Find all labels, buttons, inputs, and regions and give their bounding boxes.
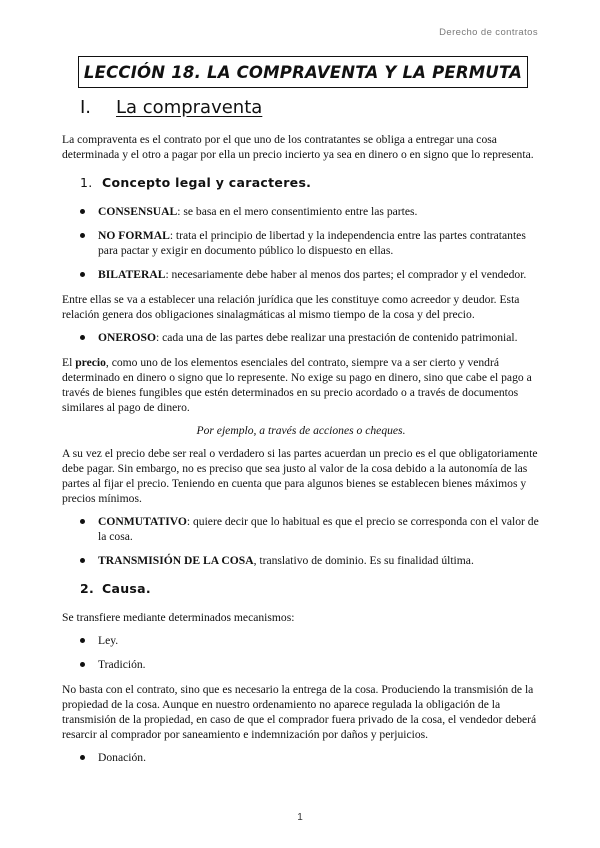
list-item (80, 514, 540, 544)
intro-paragraph: La compraventa es el contrato por el que uno de los contratantes se obliga a entregar una cosa determinada y el otro a pagar por ella un precio incierto ya sea en dinero o en signo que lo representa. (62, 133, 534, 161)
term-text: : se basa en el mero consentimiento entre las partes. (177, 205, 418, 218)
precio-text: , como uno de los elementos esenciales del contrato, siempre va a ser cierto y vendrá determinado en dinero o signo que lo represente. No exige su pago en dinero, sino que cabe el pago a través de bienes fungibles que estén determinados en su precio acordado o a través de documentos similares al pago de dinero. (62, 356, 532, 414)
subsection-number: 2. (80, 581, 95, 596)
example-line: Por ejemplo, a través de acciones o cheques. (196, 424, 406, 437)
causa-paragraph: No basta con el contrato, sino que es necesario la entrega de la cosa. Produciendo la transmisión de la propiedad de la cosa. Aunque en nuestro ordenamiento no aparece regulada la obligación de la transmisión de la propiedad, en caso de que el comprador fuera privado de la cosa, el vendedor deberá resarcir al comprador por saneamiento e indemnización por daños y perjuicios. (62, 683, 537, 741)
page-number: 1 (297, 812, 303, 823)
term: CONSENSUAL (98, 205, 178, 218)
list-item (80, 750, 540, 765)
bullet-icon (80, 233, 85, 238)
list-item (80, 633, 540, 648)
term-text: : necesariamente debe haber al menos dos partes; el comprador y el vendedor. (165, 268, 527, 281)
precio-paragraph (62, 355, 540, 415)
caracteres2-list (62, 514, 540, 568)
precio-real-paragraph: A su vez el precio debe ser real o verdadero si las partes acuerdan un precio es el que obligatoriamente debe pagar. Sin embargo, no es preciso que sea justo al valor de la cosa debido a la autonomía de las partes al fijar el precio. Teniendo en cuenta que para algunos bienes se establecen bienes máximos y precios mínimos. (62, 447, 538, 505)
relacion-paragraph: Entre ellas se va a establecer una relación jurídica que les constituye como acreedor y deudor. Esta relación genera dos obligaciones sinalagmáticas al mismo tiempo de la cosa y del precio. (62, 293, 520, 321)
item-text: Tradición. (98, 658, 146, 671)
subsection-title: Concepto legal y caracteres. (102, 175, 312, 190)
lesson-title: LECCIÓN 18. LA COMPRAVENTA Y LA PERMUTA (83, 62, 523, 82)
list-item (80, 204, 540, 219)
bullet-icon (80, 209, 85, 214)
term-text: : quiere decir que lo habitual es que el precio se corresponda con el valor de la cosa. (98, 515, 539, 543)
term: NO FORMAL (98, 229, 170, 242)
bullet-icon (80, 335, 85, 340)
precio-term: precio (75, 356, 106, 369)
subsection-number: 1. (80, 175, 93, 190)
term-text: , translativo de dominio. Es su finalidad última. (253, 554, 474, 567)
list-item (80, 657, 540, 672)
bullet-icon (80, 662, 85, 667)
bullet-icon (80, 755, 85, 760)
list-item (80, 553, 540, 568)
term: ONEROSO (98, 331, 156, 344)
document-body (62, 132, 540, 775)
bullet-icon (80, 558, 85, 563)
oneroso-list (62, 330, 540, 345)
term-text: : trata el principio de libertad y la independencia entre las partes contratantes para pactar y exigir en documento público lo dispuesto en ellas. (98, 229, 526, 257)
item-text: Ley. (98, 634, 119, 647)
list-item (80, 330, 540, 345)
section-heading (80, 97, 262, 118)
section-title: La compraventa (116, 97, 263, 118)
mecanismos2-list (62, 750, 540, 765)
precio-lead: El (62, 356, 76, 369)
subsection-heading-2 (80, 581, 540, 596)
term: BILATERAL (98, 268, 166, 281)
section-number: I. (80, 97, 92, 118)
running-header: Derecho de contratos (439, 27, 538, 38)
lesson-title-box (78, 56, 528, 88)
term-text: : cada una de las partes debe realizar una prestación de contenido patrimonial. (155, 331, 518, 344)
mecanismos-list (62, 633, 540, 672)
subsection-title: Causa. (102, 581, 151, 596)
bullet-icon (80, 519, 85, 524)
caracteres-list (62, 204, 540, 282)
list-item (80, 267, 540, 282)
term: TRANSMISIÓN DE LA COSA (98, 554, 254, 567)
list-item (80, 228, 540, 258)
subsection-heading-1 (80, 175, 540, 190)
bullet-icon (80, 638, 85, 643)
term: CONMUTATIVO (98, 515, 187, 528)
causa-intro: Se transfiere mediante determinados mecanismos: (62, 611, 295, 624)
item-text: Donación. (98, 751, 146, 764)
bullet-icon (80, 272, 85, 277)
